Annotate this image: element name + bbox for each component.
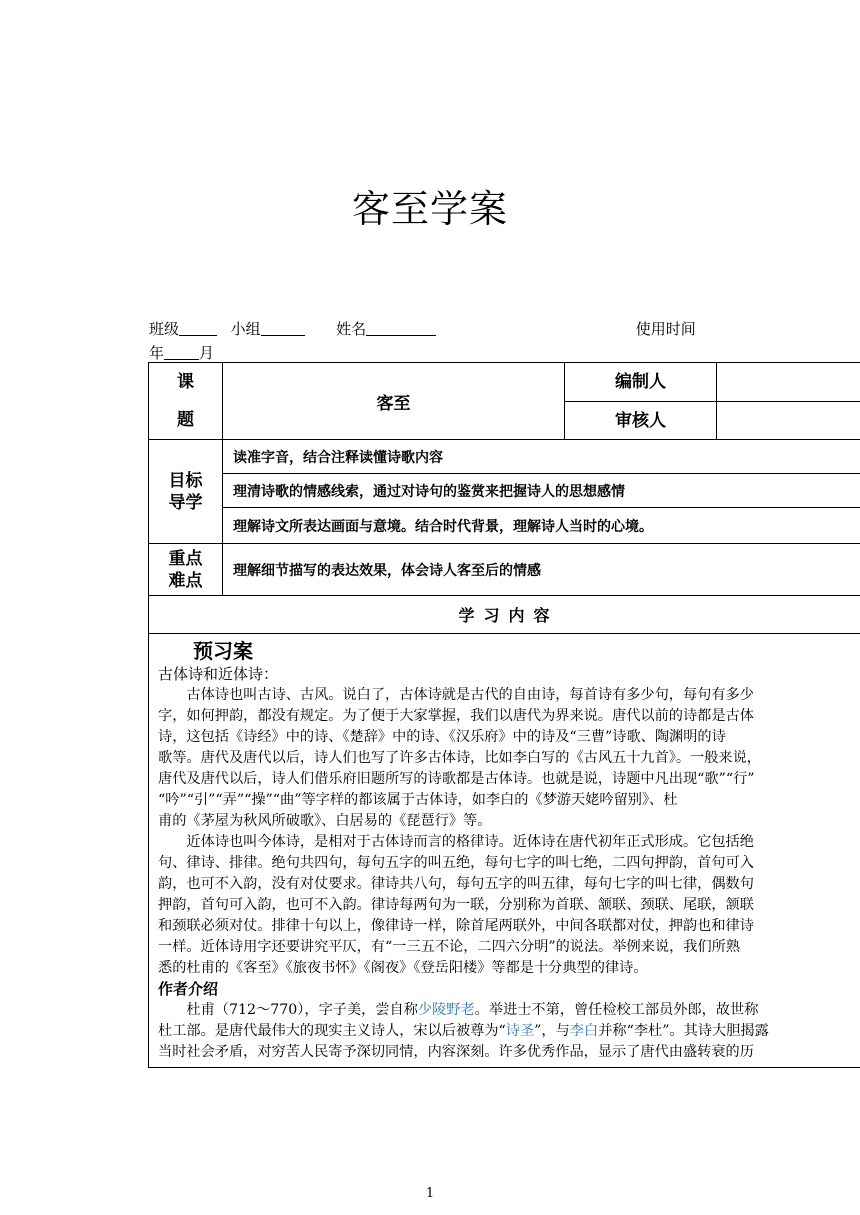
text-line: 字，如何押韵，都没有规定。为了便于大家掌握，我们以唐代为界来说。唐代以前的诗都是古体 — [158, 708, 754, 724]
class-label: 班级 — [149, 320, 180, 338]
content-cell — [149, 634, 860, 1068]
info-line — [149, 318, 860, 339]
section-heading: 学习内容 — [149, 596, 860, 634]
topic-label-1: 课 — [177, 372, 194, 392]
text-line: 诗，这包括《诗经》中的诗、《楚辞》中的诗、《汉乐府》中的诗及“三曹”诗歌、陶渊明的诗 — [158, 729, 726, 745]
link-shaoling-yelao[interactable]: 少陵野老 — [417, 1002, 475, 1018]
year-label: 年 — [149, 344, 165, 362]
subheading-poetry-types: 古体诗和近体诗： — [158, 665, 279, 683]
link-li-bai[interactable]: 李白 — [569, 1023, 599, 1039]
text-line: 歌等。唐代及唐代以后，诗人们也写了许多古体诗，比如李白写的《古风五十九首》。一般来说， — [158, 750, 761, 766]
text-line — [158, 1000, 860, 1021]
goal-item: 理解诗文所表达画面与意境。结合时代背景，理解诗人当时的心境。 — [223, 508, 860, 544]
text-line: 甫的《茅屋为秋风所破歌》、白居易的《琵琶行》等。 — [158, 813, 492, 829]
paragraph-author — [158, 1000, 860, 1063]
topic-label-2: 题 — [177, 410, 194, 430]
text-span: 并称“李杜”。其诗大胆揭露 — [598, 1023, 769, 1039]
text-line: 和颈联必须对仗。排律十句以上，像律诗一样，除首尾两联外，中间各联都对仗，押韵也和律诗 — [158, 918, 754, 934]
link-shisheng[interactable]: 诗圣 — [505, 1023, 535, 1039]
text-line: 当时社会矛盾，对穷苦人民寄予深切同情，内容深刻。许多优秀作品，显示了唐代由盛转衰的历 — [158, 1044, 754, 1060]
text-span: 杜工部。是唐代最伟大的现实主义诗人，宋以后被尊为“ — [158, 1023, 506, 1039]
date-line — [149, 342, 214, 363]
paragraph-ancient-poetry — [158, 685, 860, 832]
month-label: 月 — [199, 344, 215, 362]
text-line: 近体诗也叫今体诗，是相对于古体诗而言的格律诗。近体诗在唐代初年正式形成。它包括绝 — [186, 834, 754, 850]
goals-label-1: 目标 — [168, 470, 203, 491]
text-span: 。举进士不第，曾任检校工部员外郎，故世称 — [474, 1002, 759, 1018]
year-blank[interactable] — [164, 345, 199, 360]
key-label-1: 重点 — [168, 548, 203, 569]
reviewer-value[interactable] — [717, 402, 860, 440]
text-line: “吟”“引”“弄”“操”“曲”等字样的都该属于古体诗，如李白的《梦游天姥吟留别》、杜 — [158, 792, 678, 808]
class-blank[interactable] — [179, 321, 217, 336]
document-title: 客至学案 — [351, 187, 508, 231]
text-line: 一样。近体诗用字还要讲究平仄，有“一三五不论，二四六分明”的说法。举例来说，我们所熟 — [158, 939, 741, 955]
paragraph-modern-poetry — [158, 832, 860, 979]
goals-label-cell — [149, 440, 223, 544]
text-line: 句、律诗、排律。绝句共四句，每句五字的叫五绝，每句七字的叫七绝，二四句押韵，首句可入 — [158, 855, 754, 871]
text-line: 古体诗也叫古诗、古风。说白了，古体诗就是古代的自由诗，每首诗有多少句，每句有多少 — [186, 687, 754, 703]
subheading-author: 作者介绍 — [158, 980, 219, 998]
key-label-2: 难点 — [168, 570, 203, 591]
goal-item: 理清诗歌的情感线索，通过对诗句的鉴赏来把握诗人的思想感情 — [223, 474, 860, 508]
goal-item: 读准字音，结合注释读懂诗歌内容 — [223, 440, 860, 474]
group-blank[interactable] — [261, 321, 305, 336]
editor-label: 编制人 — [565, 363, 717, 402]
key-label-cell — [149, 544, 223, 596]
text-line: 唐代及唐代以后，诗人们借乐府旧题所写的诗歌都是古体诗。也就是说，诗题中凡出现“歌”“行” — [158, 771, 755, 787]
preview-heading: 预习案 — [193, 639, 253, 663]
goals-label-2: 导学 — [168, 492, 203, 513]
text-span: 杜甫（712～770），字子美，尝自称 — [186, 1002, 418, 1018]
text-line: 悉的杜甫的《客至》《旅夜书怀》《阁夜》《登岳阳楼》等都是十分典型的律诗。 — [158, 960, 648, 976]
reviewer-label: 审核人 — [565, 402, 717, 440]
page-number: 1 — [425, 1186, 435, 1201]
key-value: 理解细节描写的表达效果，体会诗人客至后的情感 — [223, 544, 860, 596]
text-line: 押韵，首句可入韵，也可不入韵。律诗每两句为一联，分别称为首联、颔联、颈联、尾联，颔联 — [158, 897, 754, 913]
editor-value[interactable] — [717, 363, 860, 402]
text-line — [158, 1021, 860, 1042]
topic-label-cell — [149, 363, 223, 440]
lesson-table — [148, 362, 860, 1068]
text-line: 韵，也可不入韵，没有对仗要求。律诗共八句，每句五字的叫五律，每句七字的叫七律，偶数句 — [158, 876, 754, 892]
text-span: ”，与 — [534, 1023, 570, 1039]
topic-value: 客至 — [223, 363, 565, 440]
name-label: 姓名 — [336, 320, 367, 338]
name-blank[interactable] — [366, 321, 436, 336]
time-label: 使用时间 — [635, 320, 696, 338]
group-label: 小组 — [230, 320, 261, 338]
